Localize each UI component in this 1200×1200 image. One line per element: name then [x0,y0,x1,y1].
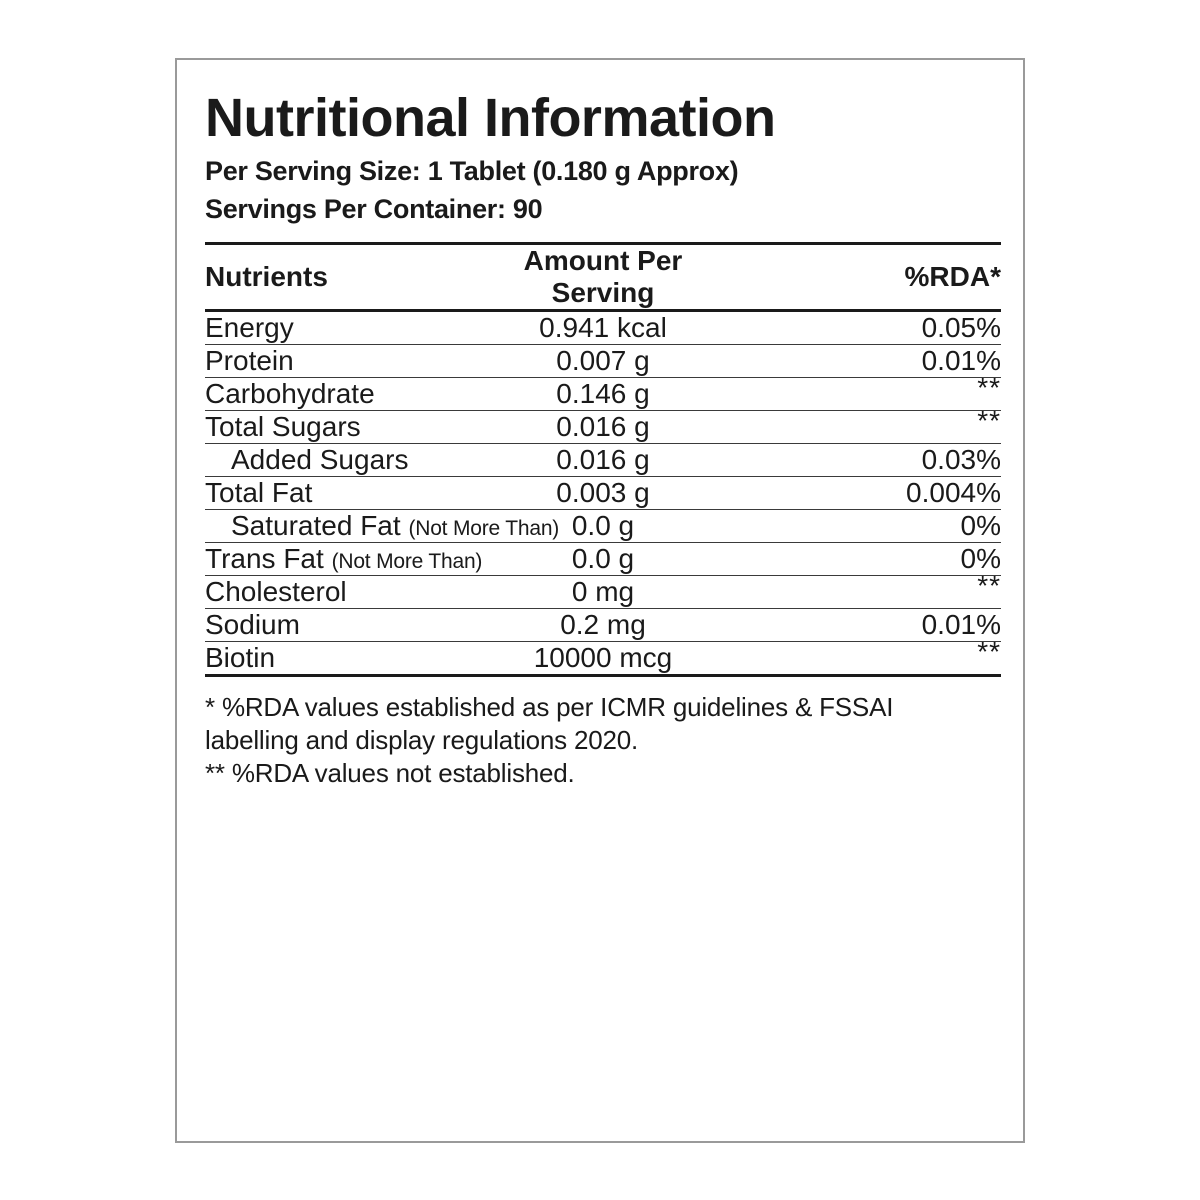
servings-per-container-line: Servings Per Container: 90 [205,194,543,224]
nutrient-label: Trans Fat [205,543,324,574]
page-title: Nutritional Information [205,88,776,148]
nutrient-amount: 0.2 mg [470,609,735,642]
nutrient-amount: 0.003 g [470,477,735,510]
serving-size-line: Per Serving Size: 1 Tablet (0.180 g Approx) [205,156,739,186]
nutrient-qualifier: (Not More Than) [331,550,483,573]
nutrient-name: Carbohydrate [205,378,470,411]
nutrient-rda: 0.05% [736,311,1001,345]
nutrient-name: Added Sugars [205,444,470,477]
nutrient-name: Total Fat [205,477,470,510]
nutrient-name [205,543,483,576]
nutrient-rda: 0.01% [736,609,1001,642]
footnote-line: * %RDA values established as per ICMR guidelines & FSSAI [205,692,894,722]
table-row [205,444,1001,477]
nutrient-rda: 0.004% [736,477,1001,510]
nutrient-label: Saturated Fat [231,510,401,541]
nutrient-name: Protein [205,345,470,378]
column-header-nutrients: Nutrients [205,245,470,311]
nutrient-name: Biotin [205,642,470,676]
nutrient-amount: 0.941 kcal [470,311,735,345]
nutrient-amount: 0 mg [470,576,735,609]
nutrient-rda: ** [736,405,1001,438]
column-header-amount: Amount Per Serving [470,245,735,311]
table-row [205,311,1001,345]
footnote-line: ** %RDA values not established. [205,758,575,788]
table-row [205,510,1001,543]
nutrient-rda: 0% [736,510,1001,543]
nutrient-name: Cholesterol [205,576,470,609]
nutrient-name [205,510,560,543]
table-row [205,642,1001,676]
table-row [205,411,1001,444]
nutrient-amount: 0.0 g [470,510,735,543]
nutrient-rda: ** [736,636,1001,670]
footnotes [205,691,1001,790]
nutrient-amount: 0.016 g [470,444,735,477]
table-row [205,477,1001,510]
nutrient-rda: ** [736,570,1001,603]
nutrient-rda: ** [736,372,1001,405]
nutrient-rda: 0.03% [736,444,1001,477]
nutrient-qualifier: (Not More Than) [408,517,560,540]
nutrient-rda: 0% [736,543,1001,576]
table-header-row [205,245,1001,311]
footnote-line: labelling and display regulations 2020. [205,725,639,755]
nutrient-name: Energy [205,311,470,345]
nutrient-amount: 10000 mcg [470,642,735,676]
nutrient-rda: 0.01% [736,345,1001,378]
nutrient-name: Sodium [205,609,470,642]
nutrient-amount: 0.007 g [470,345,735,378]
nutrient-amount: 0.146 g [470,378,735,411]
nutrition-table [205,242,1001,677]
nutrient-amount: 0.016 g [470,411,735,444]
column-header-rda: %RDA* [736,245,1001,311]
nutrient-name: Total Sugars [205,411,470,444]
nutrition-facts-content [205,88,1001,790]
table-row [205,576,1001,609]
nutrient-amount: 0.0 g [470,543,735,576]
nutrition-facts-panel [175,58,1025,1143]
